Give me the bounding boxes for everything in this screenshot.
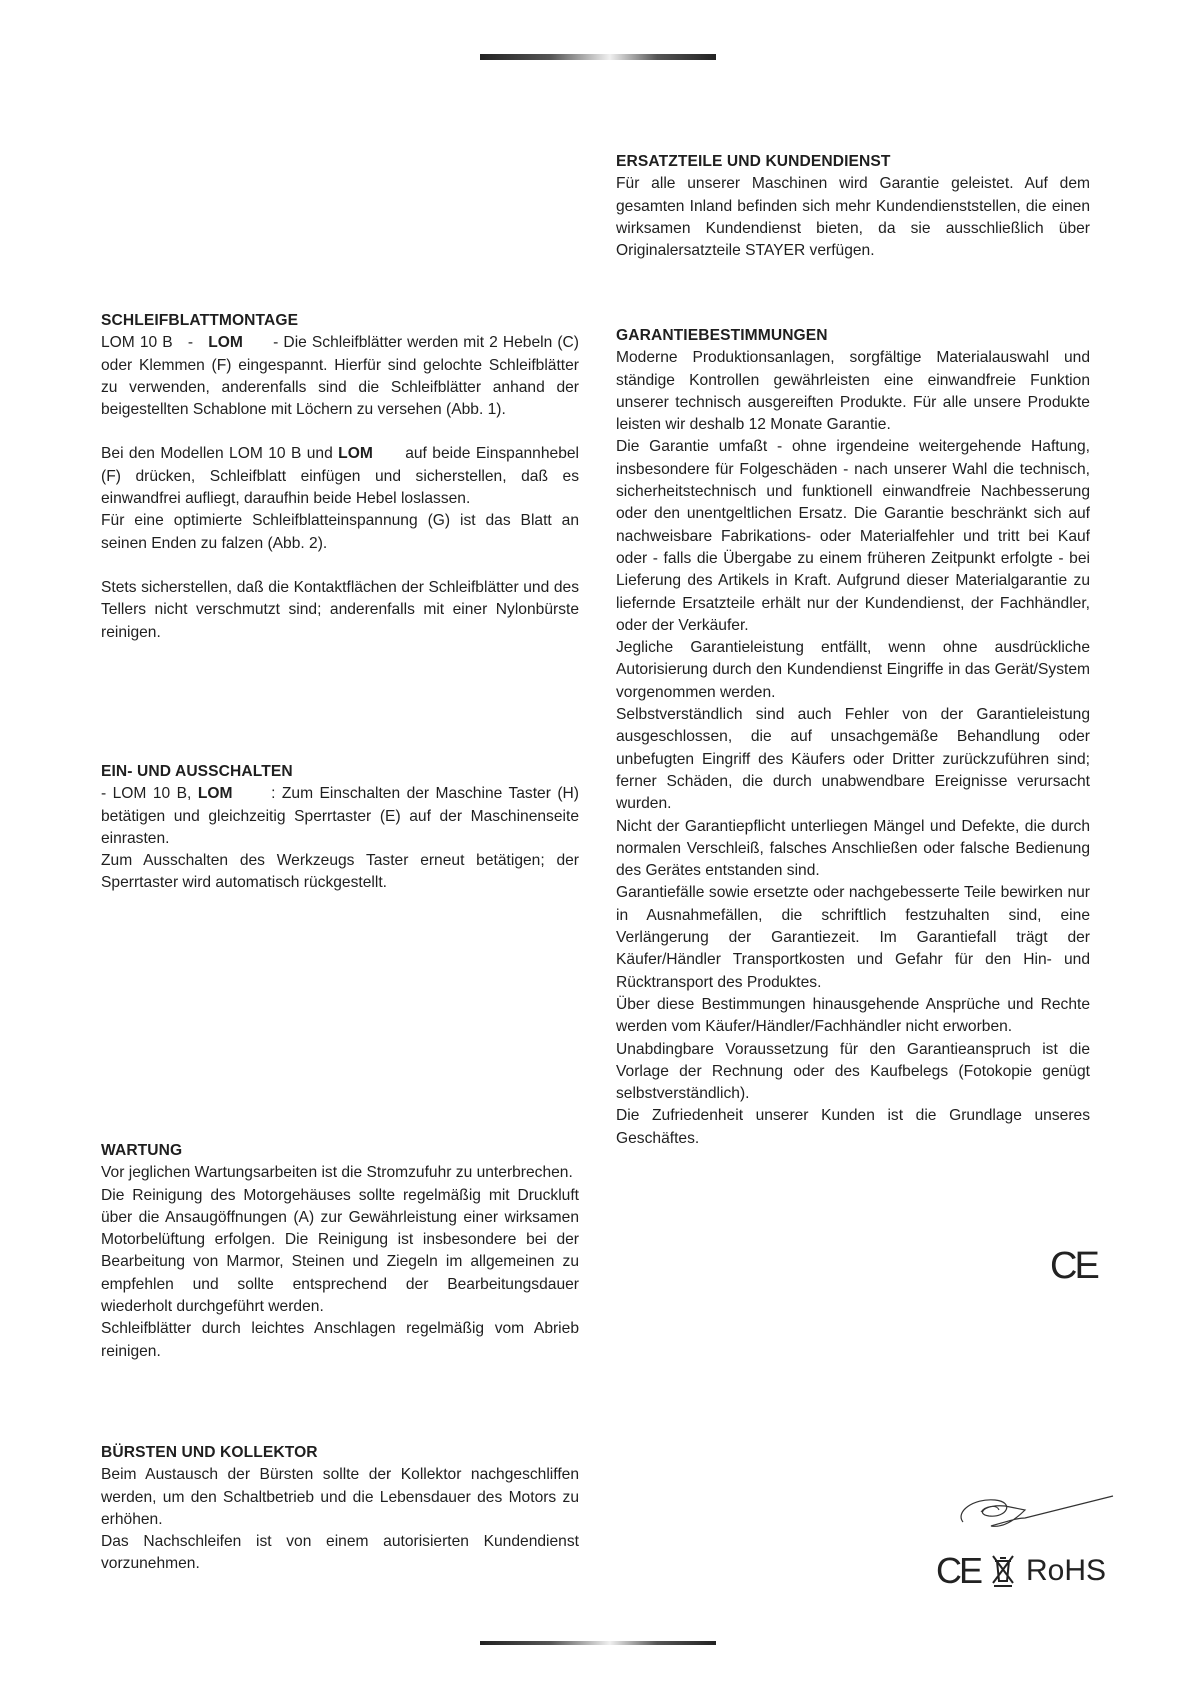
compliance-marks xyxy=(936,1549,1106,1593)
paragraph: Beim Austausch der Bürsten sollte der Kollektor nachgeschliffen werden, um den Schaltbetrieb und die Lebensdauer des Motors zu erhöhen. xyxy=(101,1466,579,1528)
section-wartung xyxy=(101,1140,579,1363)
text-run: auf beide Einspannhebel (F) drücken, Schleifblatt einfügen und sicherstellen, daß es einwandfrei aufliegt, daraufhin beide Hebel loslassen. xyxy=(101,445,584,508)
paragraph xyxy=(101,332,584,421)
paragraph: Vor jeglichen Wartungsarbeiten ist die Stromzufuhr zu unterbrechen. xyxy=(101,1164,573,1182)
ce-small-icon: CE xyxy=(936,1550,981,1591)
text-run: - LOM 10 B, xyxy=(101,785,198,803)
model-name-bold: LOM xyxy=(338,445,373,463)
top-divider-bar xyxy=(480,54,716,60)
signature-icon xyxy=(955,1482,1115,1542)
bottom-divider-bar xyxy=(480,1641,716,1645)
paragraph: Moderne Produktionsanlagen, sorgfältige Materialauswahl und ständige Kontrollen gewährleisten eine einwandfreie Funktion unserer technisch ausgereiften Produkte. Für alle unsere Produkte leisten wir deshalb 12 Monate Garantie. xyxy=(616,349,1090,434)
section-ein-ausschalten xyxy=(101,761,584,895)
section-title: SCHLEIFBLATTMONTAGE xyxy=(101,312,299,329)
paragraph: Das Nachschleifen ist von einem autorisierten Kundendienst vorzunehmen. xyxy=(101,1533,579,1573)
ce-mark-icon: CE xyxy=(1050,1245,1097,1287)
paragraph: Für alle unserer Maschinen wird Garantie geleistet. Auf dem gesamten Inland befinden sich mehr Kundendienststellen, die einen wirksamen Kundendienst bieten, da sie ausschließlich über Originalersatzteile STAYER verfügen. xyxy=(616,175,1090,260)
paragraph: Nicht der Garantiepflicht unterliegen Mängel und Defekte, die durch normalen Verschleiß, falsches Anschließen oder falsche Bedienung des Gerätes entstanden sind. xyxy=(616,817,1090,880)
paragraph: Jegliche Garantieleistung entfällt, wenn ohne ausdrückliche Autorisierung durch den Kundendienst Eingriffe in das Gerät/System vorgenommen werden. xyxy=(616,639,1090,701)
paragraph: Unabdingbare Voraussetzung für den Garantieanspruch ist die Vorlage der Rechnung oder des Kaufbelegs (Fotokopie genügt selbstverständlich). xyxy=(616,1040,1090,1103)
section-schleifblattmontage xyxy=(101,310,584,644)
text-run: - Die Schleifblätter werden mit 2 Hebeln (C) oder Klemmen (F) eingespannt. Hierfür sind gelochte Schleifblätter zu verwenden, anderenfalls sind die Schleifblätter anhand der beigestellten Schablone mit Löchern zu versehen (Abb. 1). xyxy=(101,334,584,419)
section-title: WARTUNG xyxy=(101,1142,183,1159)
section-title: BÜRSTEN UND KOLLEKTOR xyxy=(101,1444,318,1461)
paragraph: Selbstverständlich sind auch Fehler von der Garantieleistung ausgeschlossen, die auf unsachgemäße Behandlung oder unbefugten Eingriff des Käufers oder Dritter zurückzuführen sind; ferner Schäden, die durch unabwendbare Ereignisse verursacht wurden. xyxy=(616,706,1090,813)
paragraph: Die Reinigung des Motorgehäuses sollte regelmäßig mit Druckluft über die Ansaugöffnungen (A) zur Gewährleistung einer wirksamen Motorbelüftung erfolgen. Die Reinigung ist insbesondere bei der Bearbeitung von Marmor, Steinen und Ziegeln im allgemeinen zu empfehlen und sollte entsprechend der Bearbeitungsdauer wiederholt durchgeführt werden. xyxy=(101,1186,579,1316)
paragraph: Stets sicherstellen, daß die Kontaktflächen der Schleifblätter und des Tellers nicht verschmutzt sind; anderenfalls mit einer Nylonbürste reinigen. xyxy=(101,578,579,641)
paragraph: Die Zufriedenheit unserer Kunden ist die Grundlage unseres Geschäftes. xyxy=(616,1107,1090,1147)
paragraph: Schleifblätter durch leichtes Anschlagen regelmäßig vom Abrieb reinigen. xyxy=(101,1320,579,1360)
text-run: Bei den Modellen LOM 10 B und xyxy=(101,445,339,463)
text-run: : Zum Einschalten der Maschine Taster (H) betätigen und gleichzeitig Sperrtaster (E) auf der Maschinenseite einrasten. xyxy=(101,785,584,847)
weee-bin-icon xyxy=(990,1553,1016,1589)
paragraph: Für eine optimierte Schleifblatteinspannung (G) ist das Blatt an seinen Enden zu falzen (Abb. 2). xyxy=(101,512,579,552)
rohs-mark: RoHS xyxy=(1026,1554,1107,1587)
model-name-bold: LOM xyxy=(208,334,243,352)
paragraph: Über diese Bestimmungen hinausgehende Ansprüche und Rechte werden vom Käufer/Händler/Fachhändler nicht erworben. xyxy=(616,995,1090,1036)
paragraph: Garantiefälle sowie ersetzte oder nachgebesserte Teile bewirken nur in Ausnahmefällen, die schriftlich festzuhalten sind, eine Verlängerung der Garantiezeit. Im Garantiefall trägt der Käufer/Händler Transportkosten und Gefahr für den Hin- und Rücktransport des Produktes. xyxy=(616,884,1090,991)
text-run: LOM 10 B - xyxy=(101,334,209,352)
section-garantiebestimmungen xyxy=(616,325,1090,1150)
section-ersatzteile xyxy=(616,151,1090,262)
section-title: EIN- UND AUSSCHALTEN xyxy=(101,763,293,780)
paragraph xyxy=(101,443,584,510)
section-buersten-kollektor xyxy=(101,1442,579,1576)
section-title: ERSATZTEILE UND KUNDENDIENST xyxy=(616,153,891,170)
model-name-bold: LOM xyxy=(197,785,233,803)
paragraph xyxy=(101,783,584,850)
paragraph: Die Garantie umfaßt - ohne irgendeine weitergehende Haftung, insbesondere für Folgeschäden - nach unserer Wahl die technisch, sicherheitstechnisch und funktionell einwandfreie Nachbesserung oder den unentgeltlichen Ersatz. Die Garantie beschränkt sich auf nachweisbare Fabrikations- oder Materialfehler und tritt bei Kauf oder - falls die Übergabe zu einem früheren Zeitpunkt erfolgte - bei Lieferung des Artikels in Kraft. Aufgrund dieser Materialgarantie zu liefernde Ersatzteile erhält nur der Kundendienst, der Fachhändler, oder der Verkäufer. xyxy=(616,438,1090,634)
paragraph: Zum Ausschalten des Werkzeugs Taster erneut betätigen; der Sperrtaster wird automatisch rückgestellt. xyxy=(101,852,579,892)
section-title: GARANTIEBESTIMMUNGEN xyxy=(616,327,828,344)
